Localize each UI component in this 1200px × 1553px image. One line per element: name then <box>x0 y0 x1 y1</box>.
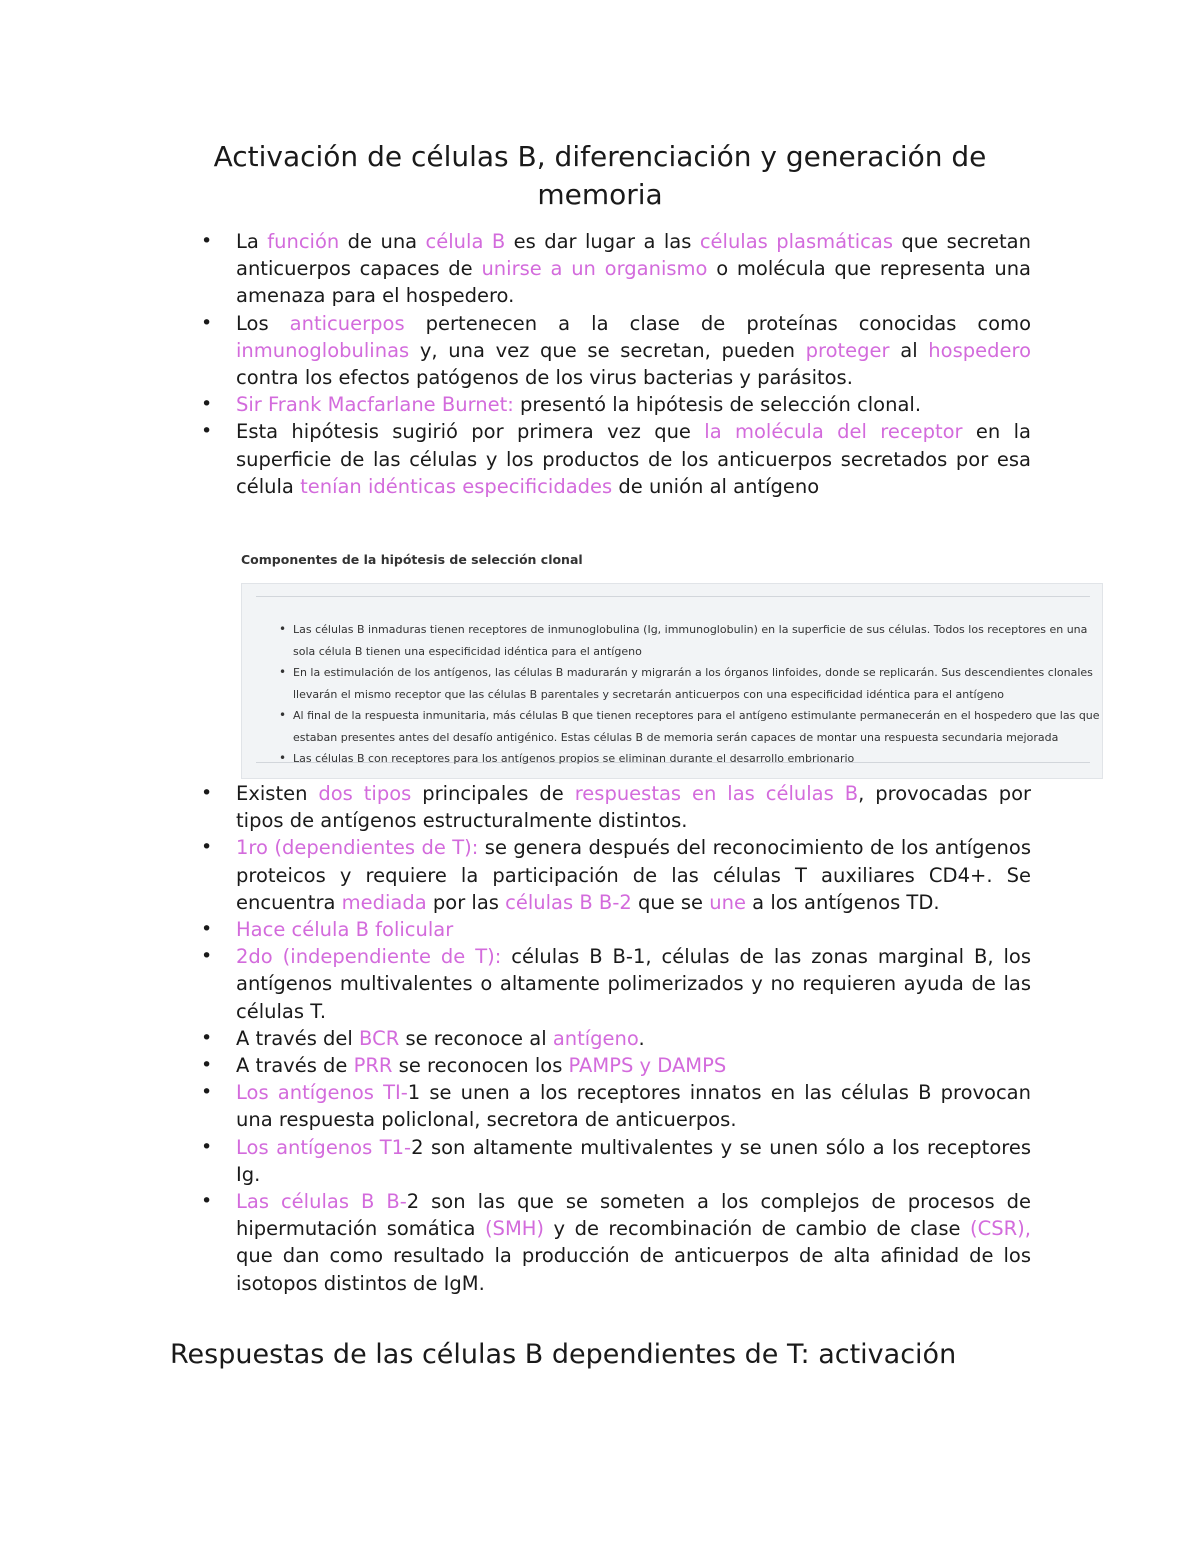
highlighted-text: une <box>709 890 746 914</box>
highlighted-text: antígeno <box>552 1026 639 1050</box>
bullet-text: , provocadas por tipos de antígenos estructuralmente distintos. <box>236 782 1032 833</box>
highlighted-text: Sir Frank Macfarlane Burnet: <box>236 393 514 417</box>
table-list-item: • En la estimulación de los antígenos, las células B madurarán y migrarán a los órganos linfoides, donde se replicarán. Sus descendientes clonales llevarán el mismo receptor que las células B parentales y secretarán anticuerpos con una especificidad idéntica para el antígeno <box>293 662 1103 705</box>
table-inner-frame <box>256 596 1100 765</box>
table-list-item: • Las células B con receptores para los antígenos propios se eliminan durante el desarrollo embrionario <box>293 748 1103 770</box>
bullet-text: de una <box>339 230 426 253</box>
bullet-item <box>236 916 1031 943</box>
clonal-selection-components-list <box>293 619 1103 770</box>
highlighted-text: la molécula del receptor <box>704 420 963 444</box>
bullet-text: células B B-1, células de las zonas marginal B, los antígenos multivalentes o altamente polimerizados y no requieren ayuda de las células T. <box>236 945 1031 1023</box>
bullet-item <box>236 780 1031 834</box>
table-title: Componentes de la hipótesis de selección clonal <box>241 552 583 567</box>
highlighted-text: función <box>267 230 340 253</box>
bullet-item <box>236 834 1031 916</box>
table-list-item: • Al final de la respuesta inmunitaria, más células B que tienen receptores para el antígeno estimulante permanecerán en el hospedero que las que estaban presentes antes del desafío antigénico. Estas células B de memoria serán capaces de montar una respuesta secundaria mejorada <box>293 705 1103 748</box>
bullet-text: Existen <box>236 782 319 805</box>
section-heading: Respuestas de las células B dependientes de T: activación <box>170 1339 957 1370</box>
bullet-list-intro <box>236 228 1031 500</box>
bullet-text: A través de <box>236 1054 354 1078</box>
highlighted-text: unirse a un organismo <box>481 257 708 281</box>
bullet-item <box>236 228 1031 310</box>
highlighted-text: Hace célula B folicular <box>236 918 454 942</box>
bullet-text: Los <box>236 311 290 335</box>
bullet-text: presentó la hipótesis de selección clonal. <box>513 393 922 417</box>
highlighted-text: mediada <box>341 890 427 914</box>
bullet-text: a los antígenos TD. <box>745 890 940 914</box>
highlighted-text: células plasmáticas <box>699 230 893 253</box>
highlighted-text: 1ro (dependientes de T): <box>236 836 479 860</box>
highlighted-text: inmunoglobulinas <box>236 338 410 362</box>
bullet-text: que dan como resultado la producción de anticuerpos de alta afinidad de los isotopos distintos de IgM. <box>236 1244 1031 1295</box>
bullet-text: se reconoce al <box>399 1026 553 1050</box>
highlighted-text: células B B-2 <box>505 890 632 914</box>
page-title: Activación de células B, diferenciación y generación de memoria <box>213 140 987 211</box>
bullet-item <box>236 1079 1031 1133</box>
bullet-text: que se <box>631 890 710 914</box>
bullet-text: es dar lugar a las <box>505 230 700 253</box>
highlighted-text: (CSR), <box>970 1217 1031 1241</box>
bullet-text: o molécula que representa una amenaza para el hospedero. <box>236 257 1031 308</box>
table-list-item: • Las células B inmaduras tienen receptores de inmunoglobulina (Ig, immunoglobulin) en la superficie de sus células. Todos los receptores en una sola célula B tienen una especificidad idéntica para el antígeno <box>293 619 1103 662</box>
highlighted-text: PAMPS y DAMPS <box>568 1054 727 1078</box>
bullet-text: que secretan anticuerpos capaces de <box>236 230 1031 281</box>
bullet-text: se genera después del reconocimiento de los antígenos proteicos y requiere la participación de las células T auxiliares CD4+. Se encuentra <box>236 836 1031 914</box>
bullet-text: 2 son las que se someten a los complejos de procesos de hipermutación somática <box>236 1190 1031 1241</box>
highlighted-text: proteger <box>805 338 890 362</box>
clonal-selection-table-image <box>241 583 1103 779</box>
bullet-item <box>236 1025 1031 1052</box>
bullet-text: 1 se unen a los receptores innatos en las células B provocan una respuesta policlonal, secretora de anticuerpos. <box>236 1081 1031 1132</box>
highlighted-text: tenían idénticas especificidades <box>300 474 613 498</box>
bullet-text: y, una vez que se secretan, pueden <box>409 338 806 362</box>
bullet-text: de unión al antígeno <box>612 474 820 498</box>
bullet-list-responses <box>236 780 1031 1297</box>
bullet-item <box>236 1188 1031 1297</box>
bullet-text: A través del <box>236 1026 360 1050</box>
bullet-item <box>236 1134 1031 1188</box>
bullet-text: y de recombinación de cambio de clase <box>544 1217 971 1241</box>
bullet-item <box>236 1052 1031 1079</box>
highlighted-text: PRR <box>353 1054 393 1078</box>
highlighted-text: Las células B B- <box>236 1190 407 1214</box>
highlighted-text: Los antígenos T1- <box>236 1135 412 1159</box>
highlighted-text: hospedero <box>928 338 1031 362</box>
bullet-text: 2 son altamente multivalentes y se unen sólo a los receptores Ig. <box>236 1135 1031 1186</box>
highlighted-text: (SMH) <box>484 1217 545 1241</box>
bullet-text: al <box>889 338 929 362</box>
highlighted-text: anticuerpos <box>289 311 405 335</box>
bullet-text: por las <box>426 890 506 914</box>
bullet-text: en la superficie de las células y los productos de los anticuerpos secretados por esa célula <box>236 420 1031 498</box>
highlighted-text: dos tipos <box>318 782 412 805</box>
highlighted-text: BCR <box>359 1026 400 1050</box>
highlighted-text: 2do (independiente de T): <box>236 945 502 969</box>
bullet-text: . <box>638 1026 645 1050</box>
bullet-text: pertenecen a la clase de proteínas conocidas como <box>404 311 1032 335</box>
highlighted-text: respuestas en las células B <box>574 782 859 805</box>
bullet-text: contra los efectos patógenos de los virus bacterias y parásitos. <box>236 366 853 390</box>
highlighted-text: célula B <box>425 230 506 253</box>
bullet-item <box>236 310 1031 392</box>
bullet-text: se reconocen los <box>392 1054 569 1078</box>
bullet-item <box>236 391 1031 418</box>
bullet-item <box>236 418 1031 500</box>
bullet-item <box>236 943 1031 1025</box>
bullet-text: Esta hipótesis sugirió por primera vez que <box>236 420 705 444</box>
bullet-text: principales de <box>411 782 575 805</box>
bullet-text: La <box>236 230 268 253</box>
highlighted-text: Los antígenos TI- <box>236 1081 408 1105</box>
